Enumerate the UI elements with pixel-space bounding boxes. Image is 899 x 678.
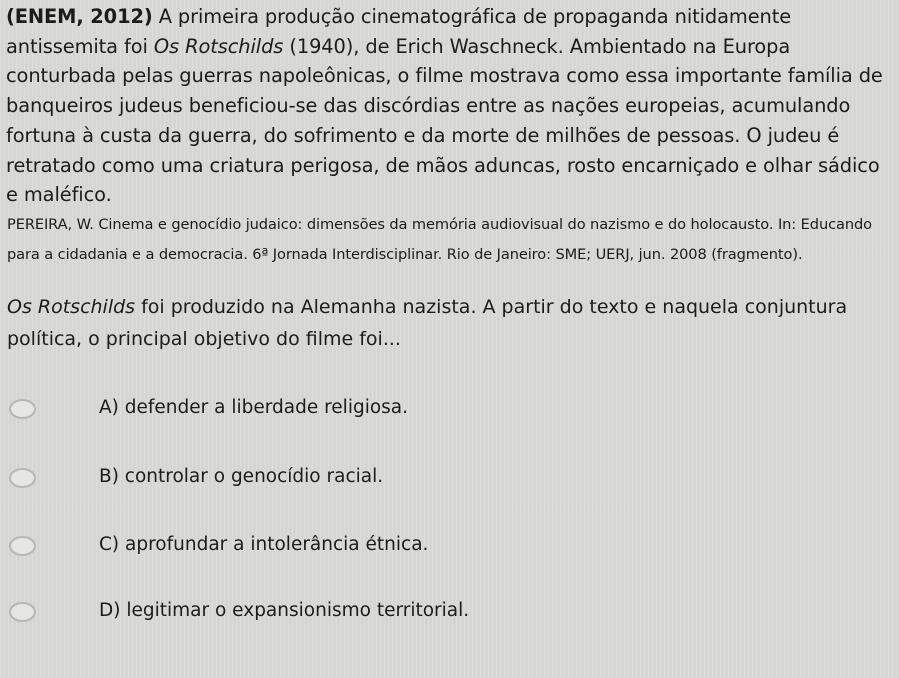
- option-c-label[interactable]: C) aprofundar a intolerância étnica.: [99, 534, 429, 555]
- option-a[interactable]: [0, 391, 899, 431]
- prompt-film-title: Os Rotschilds: [7, 296, 136, 318]
- option-d-label[interactable]: D) legitimar o expansionismo territorial.: [99, 600, 470, 621]
- option-b-radio[interactable]: [9, 468, 36, 488]
- citation-text: PEREIRA, W. Cinema e genocídio judaico: dimensões da memória audiovisual do nazismo e do holocausto. In: Educando para a cidadania e a democracia. 6ª Jornada Interdisciplinar. Rio de Janeiro: SME; UERJ, jun. 2008 (fragmento).: [7, 216, 873, 263]
- option-c[interactable]: [0, 528, 899, 568]
- prompt-text: foi produzido na Alemanha nazista. A partir do texto e naquela conjuntura política, o principal objetivo do filme foi...: [7, 296, 848, 350]
- option-a-label[interactable]: A) defender a liberdade religiosa.: [99, 397, 409, 418]
- option-d[interactable]: [0, 594, 899, 634]
- exam-source-heading: (ENEM, 2012): [6, 5, 153, 28]
- statement-body-text: (1940), de Erich Waschneck. Ambientado na Europa conturbada pelas guerras napoleônicas, o filme mostrava como essa importante família de banqueiros judeus beneficiou-se das discórdias entre as nações europeias, acumulando fortuna à custa da guerra, do sofrimento e da morte de milhões de pessoas. O judeu é retratado como uma criatura perigosa, de mãos aduncas, rosto encarniçado e olhar sádico e maléfico.: [6, 34, 883, 207]
- film-title: Os Rotschilds: [153, 34, 284, 58]
- statement-lead-text: A primeira produção cinematográfica de propaganda nitidamente antissemita foi: [6, 5, 792, 58]
- statement-paragraph: [6, 2, 896, 210]
- source-citation: [7, 210, 895, 270]
- option-c-radio[interactable]: [9, 536, 36, 556]
- prompt-paragraph: [7, 291, 895, 355]
- option-d-radio[interactable]: [9, 602, 36, 622]
- option-b[interactable]: [0, 460, 899, 500]
- question-prompt: [7, 291, 895, 355]
- option-a-radio[interactable]: [9, 399, 36, 419]
- question-statement: [6, 2, 896, 210]
- option-b-label[interactable]: B) controlar o genocídio racial.: [99, 466, 384, 487]
